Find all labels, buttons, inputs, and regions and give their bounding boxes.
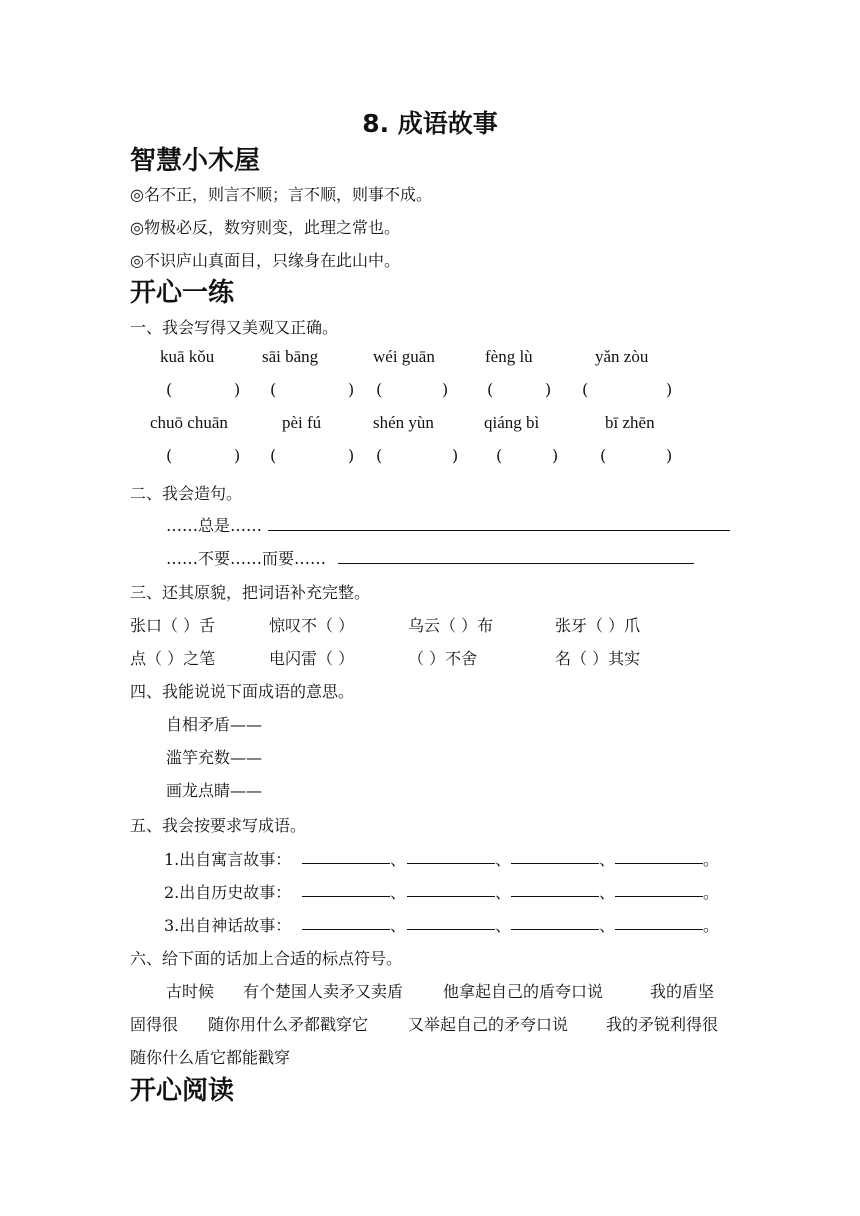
document-page: 8. 成语故事 智慧小木屋 ◎名不正，则言不顺；言不顺，则事不成。 ◎物极必反，数穷则变，此理之常也。 ◎不识庐山真面目，只缘身在此山中。 开心一练 一、我会写得又美观又正确。 kuā kǒu sāi bāng wéi guān fèng lù yǎn zòu ( ) ( ) ( ) ( ) ( ) chuō chuān pèi fú shén yùn qiáng bì bī zhēn ( ) ( ) ( ) ( ) ( ) 二、我会造句。 ……总是…… ……不要……而要…… 三、还其原貌，把词语补充完整。 张口（ ）舌 惊叹不（ ） 乌云（ ）布 张牙（ ）爪 点（ ）之笔 电闪雷（ ） （ ）不舍 名（ ）其实 四、我能说说下面成语的意思。 自相矛盾—— 滥竽充数—— 画龙点睛—— 五、我会按要求写成语。 1.出自寓言故事： 、 、 、 。 2.出自历史故事： 、 、 、 。 3.出自神话故事： 、 、 、 。 六、给下面的话加上合适的标点符号。 古时候 有个楚国人卖矛又卖盾 他拿起自己的盾夸口说 我的盾坚 固得很 随你用什么矛都戳穿它 又举起自己的矛夸口说 我的矛锐利得很 随你什么盾它都能戳穿 开心阅读 [0,0,860,1216]
passage-fragment: 随你什么盾它都能戳穿 [130,1048,291,1067]
idiom-fill: 张口（ ）舌 [130,616,216,635]
idiom-fill: 电闪雷（ ） [269,649,355,668]
pinyin: qiáng bì [484,413,540,432]
pinyin: kuā kǒu [160,347,215,366]
passage-fragment: 古时候 [166,982,215,1001]
separator: 、 [390,916,407,935]
end-mark: 。 [703,850,720,869]
answer-line[interactable] [615,863,703,864]
passage-fragment: 我的盾坚 [650,982,715,1001]
wisdom-quote: ◎不识庐山真面目，只缘身在此山中。 [130,251,400,270]
separator: 、 [599,850,616,869]
section-heading-reading: 开心阅读 [130,1076,235,1106]
answer-line[interactable] [268,530,730,531]
answer-line[interactable] [302,863,390,864]
idiom-category: 3.出自神话故事： [164,916,292,935]
pinyin: yǎn zòu [595,347,649,366]
question-title-2: 二、我会造句。 [130,484,243,503]
answer-line[interactable] [407,896,495,897]
separator: 、 [390,883,407,902]
idiom-meaning: 画龙点睛—— [166,781,263,800]
end-mark: 。 [703,883,720,902]
end-mark: 。 [703,916,720,935]
passage-fragment: 随你用什么矛都戳穿它 [208,1015,369,1034]
separator: 、 [390,850,407,869]
idiom-category: 1.出自寓言故事： [164,850,292,869]
separator: 、 [599,916,616,935]
idiom-category: 2.出自历史故事： [164,883,292,902]
sentence-prompt: ……不要……而要…… [166,549,327,568]
idiom-fill: 惊叹不（ ） [269,616,355,635]
answer-line[interactable] [615,896,703,897]
idiom-meaning: 自相矛盾—— [166,715,263,734]
answer-line[interactable] [302,896,390,897]
pinyin: pèi fú [282,413,322,432]
answer-line[interactable] [407,929,495,930]
idiom-fill: 张牙（ ）爪 [555,616,641,635]
question-title-3: 三、还其原貌，把词语补充完整。 [130,583,371,602]
passage-fragment: 我的矛锐利得很 [606,1015,719,1034]
passage-fragment: 又举起自己的矛夸口说 [408,1015,569,1034]
answer-line[interactable] [302,929,390,930]
pinyin: chuō chuān [150,413,228,432]
separator: 、 [495,883,512,902]
page-title: 8. 成语故事 [362,109,498,138]
question-title-6: 六、给下面的话加上合适的标点符号。 [130,949,403,968]
pinyin: bī zhēn [605,413,655,432]
wisdom-quote: ◎名不正，则言不顺；言不顺，则事不成。 [130,185,432,204]
passage-fragment: 固得很 [130,1015,179,1034]
separator: 、 [495,850,512,869]
section-heading-wisdom: 智慧小木屋 [130,146,261,176]
idiom-fill: 名（ ）其实 [555,649,641,668]
separator: 、 [495,916,512,935]
answer-line[interactable] [511,929,599,930]
question-title-1: 一、我会写得又美观又正确。 [130,318,339,337]
answer-line[interactable] [511,863,599,864]
pinyin: sāi bāng [262,347,319,366]
answer-line[interactable] [615,929,703,930]
section-heading-practice: 开心一练 [130,278,235,308]
pinyin: wéi guān [373,347,435,366]
wisdom-quote: ◎物极必反，数穷则变，此理之常也。 [130,218,400,237]
answer-line[interactable] [338,563,694,564]
idiom-fill: （ ）不舍 [408,649,478,668]
separator: 、 [599,883,616,902]
pinyin: fèng lù [485,347,533,366]
answer-line[interactable] [511,896,599,897]
idiom-fill: 点（ ）之笔 [130,649,216,668]
question-title-5: 五、我会按要求写成语。 [130,816,307,835]
passage-fragment: 有个楚国人卖矛又卖盾 [243,982,404,1001]
pinyin: shén yùn [373,413,434,432]
sentence-prompt: ……总是…… [166,516,263,535]
answer-line[interactable] [407,863,495,864]
idiom-fill: 乌云（ ）布 [408,616,494,635]
question-title-4: 四、我能说说下面成语的意思。 [130,682,355,701]
idiom-meaning: 滥竽充数—— [166,748,263,767]
passage-fragment: 他拿起自己的盾夸口说 [443,982,604,1001]
